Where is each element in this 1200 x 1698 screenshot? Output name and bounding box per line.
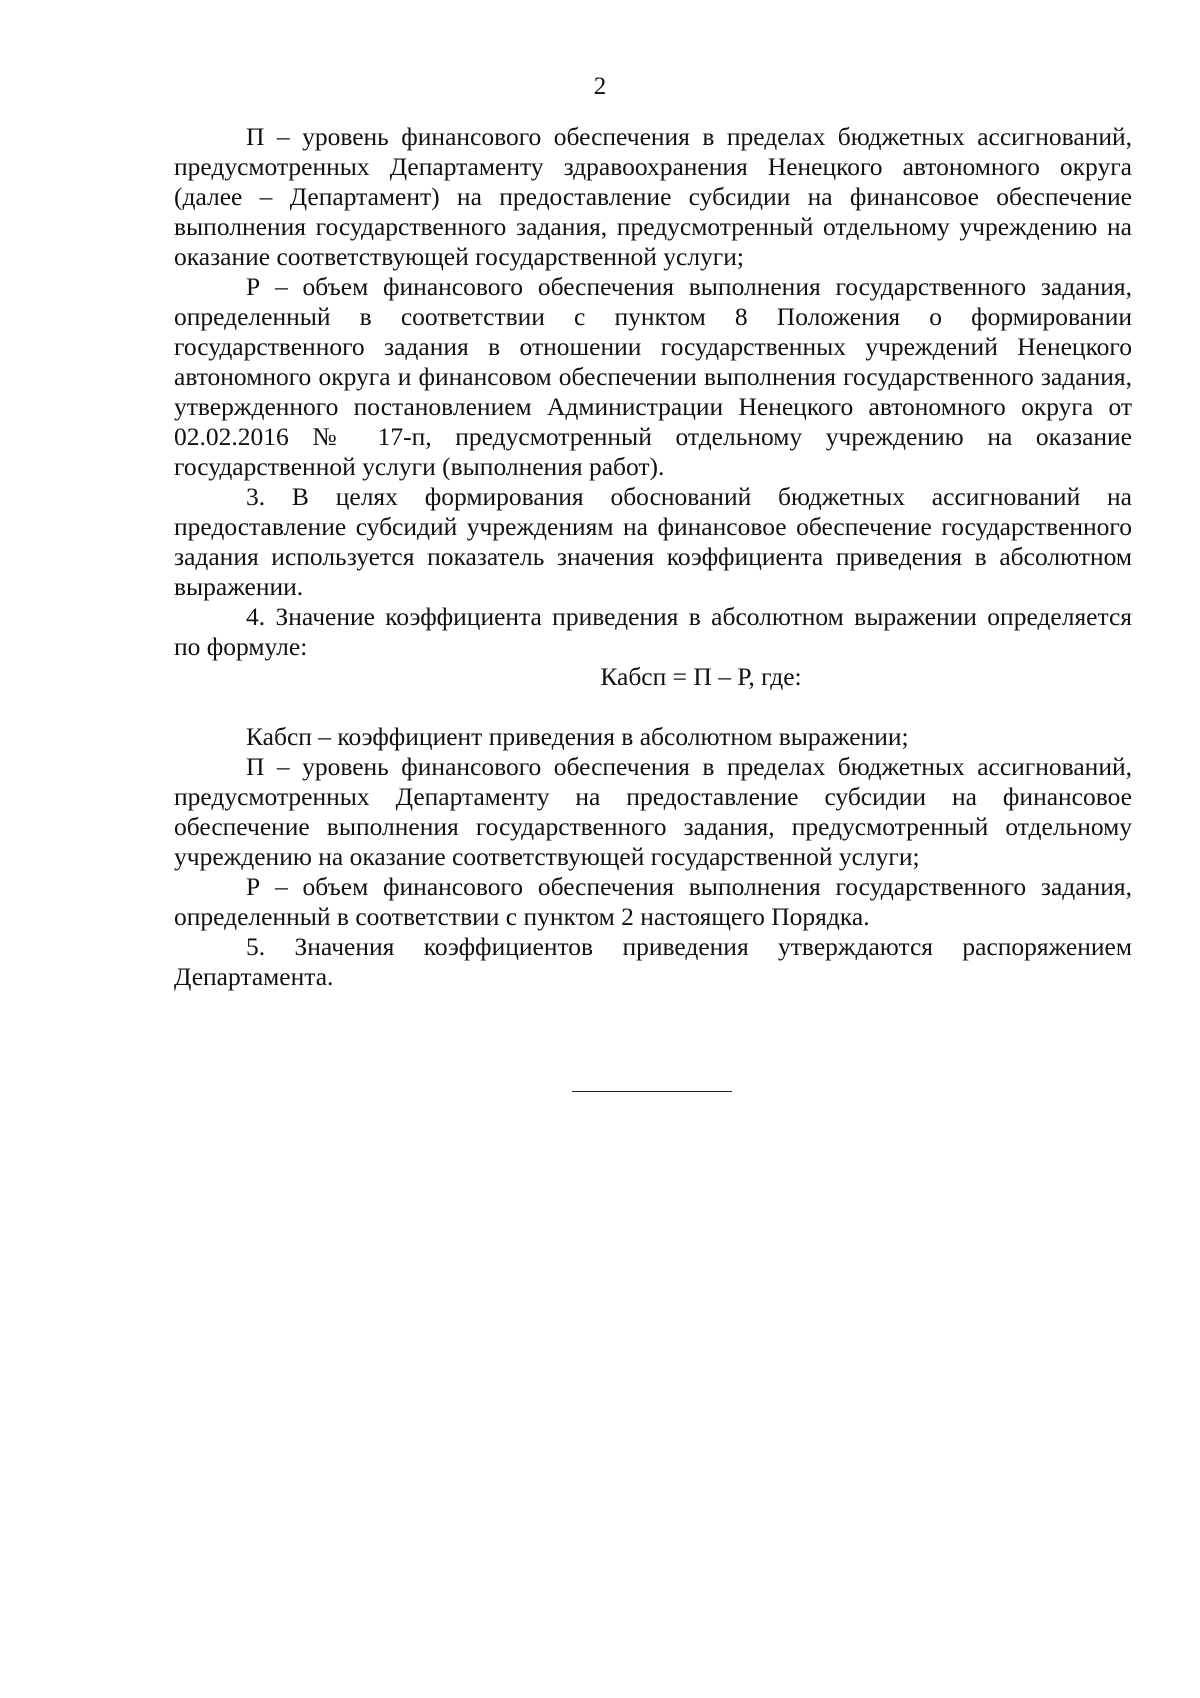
paragraph-kabsp-definition: Кабсп – коэффициент приведения в абсолютном выражении; — [246, 722, 909, 751]
paragraph-r-definition-2: Р – объем финансового обеспечения выполнения государственного задания, определенный в соответствии с пунктом 2 настоящего Порядка. — [174, 872, 1132, 931]
paragraph-p-definition-2: П – уровень финансового обеспечения в пределах бюджетных ассигнований, предусмотренных Департаменту на предоставление субсидии на финансовое обеспечение выполнения государственного задания, предусмотренный отдельному учреждению на оказание соответствующей государственной услуги; — [174, 752, 1132, 871]
paragraph-r-definition: Р – объем финансового обеспечения выполнения государственного задания, определенный в соответствии с пунктом 8 Положения о формировании государственного задания в отношении государственных учреждений Ненецкого автономного округа и финансовом обеспечении выполнения государственного задания, утвержденного постановлением Администрации Ненецкого автономного округа от 02.02.2016 № 17-п, предусмотренный отдельному учреждению на оказание государственной услуги (выполнения работ). — [174, 272, 1132, 481]
paragraph-clause-4: 4. Значение коэффициента приведения в абсолютном выражении определяется по формуле: — [174, 602, 1132, 661]
paragraph-p-definition: П – уровень финансового обеспечения в пределах бюджетных ассигнований, предусмотренных Департаменту здравоохранения Ненецкого автономного округа (далее – Департамент) на предоставление субсидии на финансовое обеспечение выполнения государственного задания, предусмотренный отдельному учреждению на оказание соответствующей государственной услуги; — [174, 122, 1132, 271]
formula: Кабсп = П – Р, где: — [600, 662, 802, 691]
paragraph-clause-3: 3. В целях формирования обоснований бюджетных ассигнований на предоставление субсидий учреждениям на финансовое обеспечение государственного задания используется показатель значения коэффициента приведения в абсолютном выражении. — [174, 482, 1132, 601]
paragraph-clause-5: 5. Значения коэффициентов приведения утверждаются распоряжением Департамента. — [174, 932, 1132, 991]
closing-divider-line — [572, 1091, 732, 1092]
page-number: 2 — [593, 73, 607, 100]
document-body — [174, 122, 1132, 992]
